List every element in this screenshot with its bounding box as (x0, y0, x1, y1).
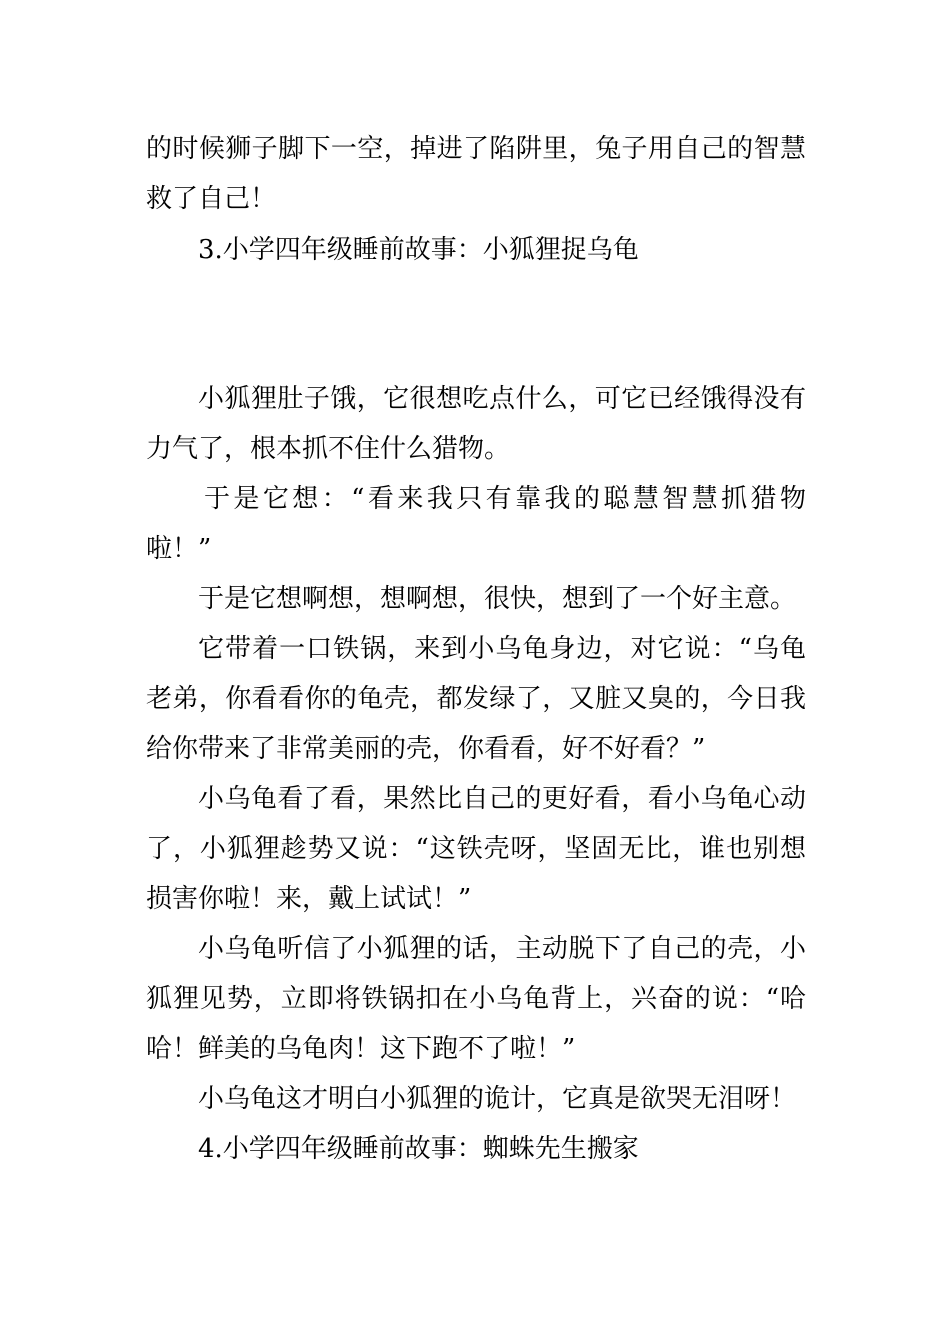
text-line: 老弟，你看看你的龟壳，都发绿了，又脏又臭的，今日我 (146, 684, 806, 714)
text-line: 力气了，根本抓不住什么猎物。 (146, 434, 511, 464)
text-line: 小乌龟看了看，果然比自己的更好看，看小乌龟心动 (198, 784, 806, 814)
section-heading: 3.小学四年级睡前故事：小狐狸捉乌龟 (198, 235, 639, 265)
text-line: 损害你啦！来，戴上试试！” (146, 884, 472, 914)
text-line: 的时候狮子脚下一空，掉进了陷阱里，兔子用自己的智慧 (146, 134, 806, 164)
text-line: 它带着一口铁锅，来到小乌龟身边，对它说：“乌龟 (198, 634, 806, 664)
text-line: 给你带来了非常美丽的壳，你看看，好不好看？” (146, 734, 706, 764)
text-line: 小狐狸肚子饿，它很想吃点什么，可它已经饿得没有 (198, 384, 806, 414)
text-line: 小乌龟这才明白小狐狸的诡计，它真是欲哭无泪呀！ (198, 1084, 797, 1114)
text-line: 啦！” (146, 534, 212, 564)
text-line: 于是它想啊想，想啊想，很快，想到了一个好主意。 (198, 584, 797, 614)
section-heading: 4.小学四年级睡前故事：蜘蛛先生搬家 (198, 1134, 639, 1164)
text-line: 小乌龟听信了小狐狸的话，主动脱下了自己的壳，小 (198, 934, 806, 964)
text-line: 救了自己！ (146, 184, 277, 214)
text-line: 狐狸见势，立即将铁锅扣在小乌龟背上，兴奋的说：“哈 (146, 984, 806, 1014)
text-line: 了，小狐狸趁势又说：“这铁壳呀，坚固无比，谁也别想 (146, 834, 806, 864)
text-line: 哈！鲜美的乌龟肉！这下跑不了啦！” (146, 1034, 576, 1064)
text-line: 于是它想：“看来我只有靠我的聪慧智慧抓猎物 (204, 484, 806, 514)
